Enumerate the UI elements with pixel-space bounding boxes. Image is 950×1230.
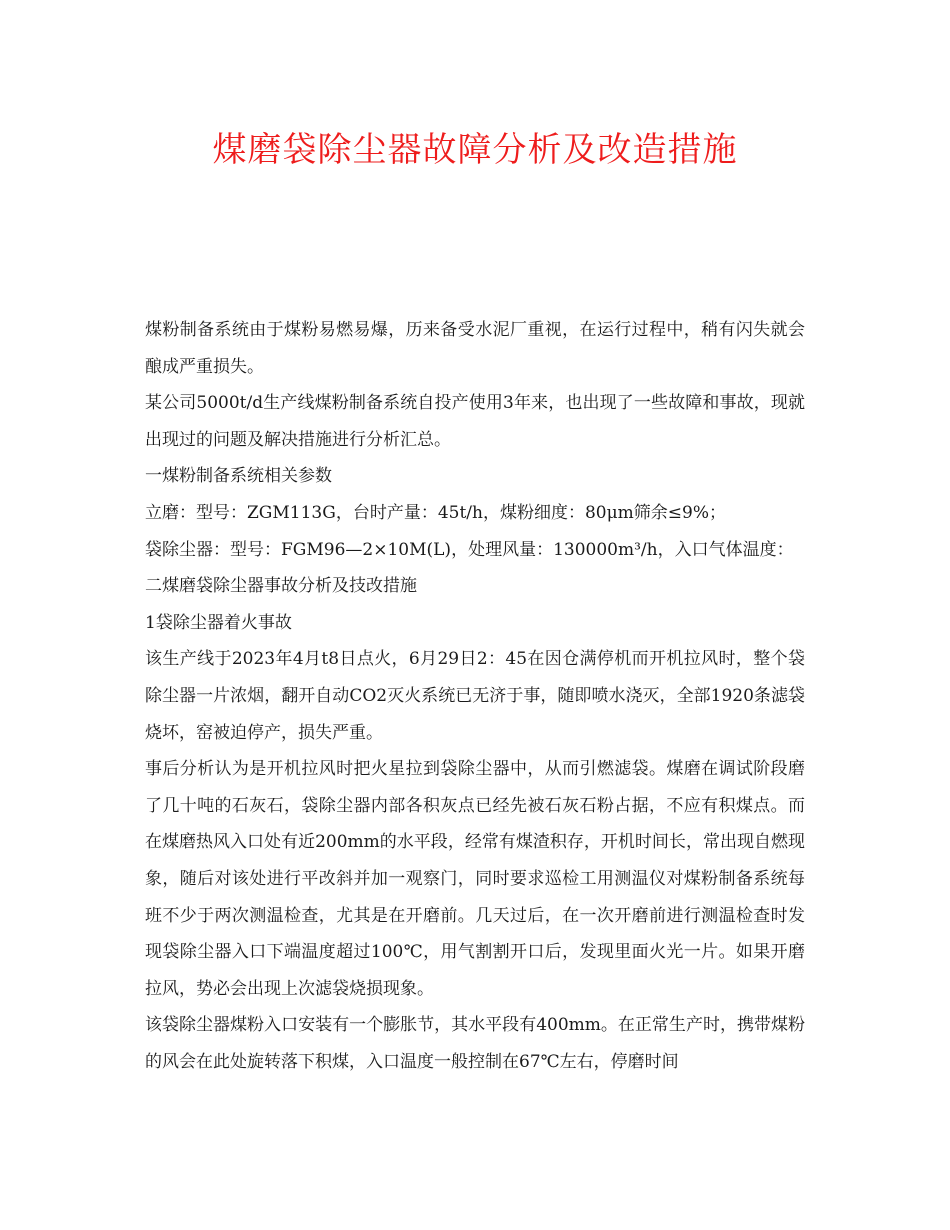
paragraph: 煤粉制备系统由于煤粉易燃易爆，历来备受水泥厂重视，在运行过程中，稍有闪失就会酿成严重损失。	[145, 320, 805, 377]
paragraph: 某公司5000t/d生产线煤粉制备系统自投产使用3年来，也出现了一些故障和事故，现就出现过的问题及解决措施进行分析汇总。	[145, 393, 805, 450]
document-title: 煤磨袋除尘器故障分析及改造措施	[212, 130, 738, 170]
subsection-heading: 1袋除尘器着火事故	[145, 612, 292, 633]
paragraph: 该袋除尘器煤粉入口安装有一个膨胀节，其水平段有400mm。在正常生产时，携带煤粉的风会在此处旋转落下积煤，入口温度一般控制在67℃左右，停磨时间	[145, 1015, 805, 1072]
paragraph: 立磨：型号：ZGM113G，台时产量：45t/h，煤粉细度：80μm筛余≤9%；	[145, 502, 726, 523]
paragraph: 事后分析认为是开机拉风时把火星拉到袋除尘器中，从而引燃滤袋。煤磨在调试阶段磨了几十吨的石灰石，袋除尘器内部各积灰点已经先被石灰石粉占据，不应有积煤点。而在煤磨热风入口处有近200mm的水平段，经常有煤渣积存，开机时间长，常出现自燃现象，随后对该处进行平改斜并加一观察门，同时要求巡检工用测温仪对煤粉制备系统每班不少于两次测温检查，尤其是在开磨前。几天过后，在一次开磨前进行测温检查时发现袋除尘器入口下端温度超过100℃，用气割割开口后，发现里面火光一片。如果开磨拉风，势必会出现上次滤袋烧损现象。	[145, 759, 805, 999]
section-heading: 二煤磨袋除尘器事故分析及技改措施	[145, 576, 417, 597]
document-body	[145, 312, 805, 1080]
paragraph: 袋除尘器：型号：FGM96—2×10M(L)，处理风量：130000m³/h，入口气体温度：	[145, 539, 794, 560]
paragraph: 该生产线于2023年4月t8日点火，6月29日2：45在因仓满停机而开机拉风时，整个袋除尘器一片浓烟，翻开自动CO2灭火系统已无济于事，随即喷水浇灭，全部1920条滤袋烧坏，窑被迫停产，损失严重。	[145, 649, 805, 743]
section-heading: 一煤粉制备系统相关参数	[145, 466, 332, 487]
